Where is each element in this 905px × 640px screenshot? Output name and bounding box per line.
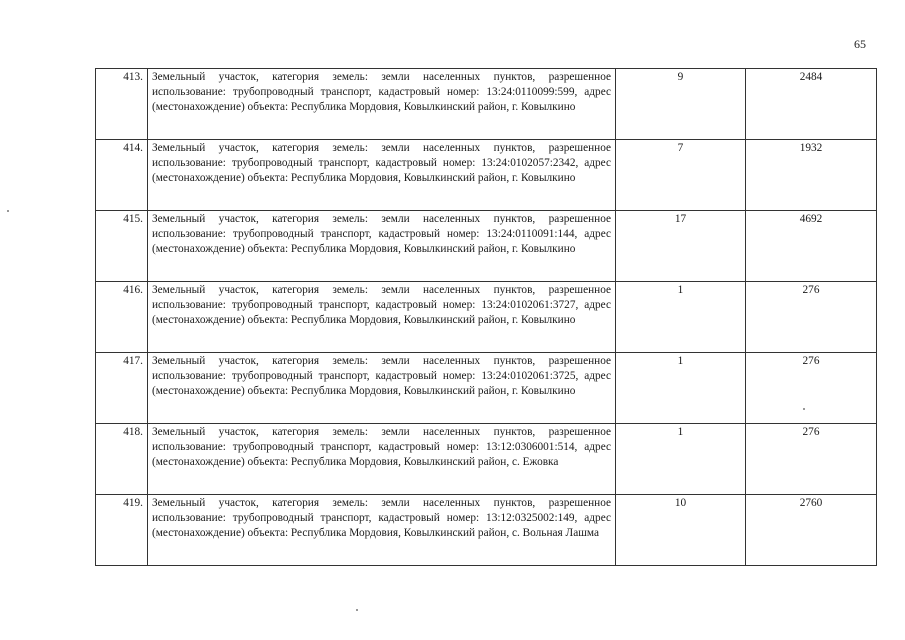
plot-description: Земельный участок, категория земель: земли населенных пунктов, разрешенное использование: трубопроводный транспорт, кадастровый номер: 13:24:0110099:599, адрес (местонахождение) объекта: Республика Мордовия, Ковылкинский район, г. Ковылкино: [148, 69, 616, 140]
plot-description: Земельный участок, категория земель: земли населенных пунктов, разрешенное использование: трубопроводный транспорт, кадастровый номер: 13:24:0102061:3725, адрес (местонахождение) объекта: Республика Мордовия, Ковылкинский район, г. Ковылкино: [148, 353, 616, 424]
table-row: [96, 282, 877, 353]
scan-speck: [803, 408, 805, 410]
row-number: 418.: [96, 424, 148, 495]
plot-description: Земельный участок, категория земель: земли населенных пунктов, разрешенное использование: трубопроводный транспорт, кадастровый номер: 13:12:0325002:149, адрес (местонахождение) объекта: Республика Мордовия, Ковылкинский район, с. Вольная Лашма: [148, 495, 616, 566]
row-number: 419.: [96, 495, 148, 566]
plot-description: Земельный участок, категория земель: земли населенных пунктов, разрешенное использование: трубопроводный транспорт, кадастровый номер: 13:24:0102057:2342, адрес (местонахождение) объекта: Республика Мордовия, Ковылкинский район, г. Ковылкино: [148, 140, 616, 211]
plot-value: 2484: [746, 69, 877, 140]
plot-value: 4692: [746, 211, 877, 282]
scan-speck: [7, 210, 9, 212]
page-number: 65: [854, 37, 866, 51]
plot-quantity: 10: [616, 495, 746, 566]
row-number: 416.: [96, 282, 148, 353]
land-plots-table: [95, 68, 877, 566]
plot-description: Земельный участок, категория земель: земли населенных пунктов, разрешенное использование: трубопроводный транспорт, кадастровый номер: 13:12:0306001:514, адрес (местонахождение) объекта: Республика Мордовия, Ковылкинский район, с. Ежовка: [148, 424, 616, 495]
table-row: [96, 211, 877, 282]
row-number: 415.: [96, 211, 148, 282]
table-row: [96, 353, 877, 424]
plot-value: 276: [746, 424, 877, 495]
plot-value: 276: [746, 282, 877, 353]
plot-quantity: 17: [616, 211, 746, 282]
plot-quantity: 1: [616, 353, 746, 424]
plot-quantity: 1: [616, 282, 746, 353]
row-number: 413.: [96, 69, 148, 140]
plot-quantity: 7: [616, 140, 746, 211]
plot-quantity: 1: [616, 424, 746, 495]
table-row: [96, 495, 877, 566]
table-row: [96, 424, 877, 495]
table-row: [96, 69, 877, 140]
row-number: 414.: [96, 140, 148, 211]
row-number: 417.: [96, 353, 148, 424]
plot-quantity: 9: [616, 69, 746, 140]
plot-value: 276: [746, 353, 877, 424]
plot-value: 1932: [746, 140, 877, 211]
table-row: [96, 140, 877, 211]
scan-speck: [356, 609, 358, 611]
plot-value: 2760: [746, 495, 877, 566]
plot-description: Земельный участок, категория земель: земли населенных пунктов, разрешенное использование: трубопроводный транспорт, кадастровый номер: 13:24:0102061:3727, адрес (местонахождение) объекта: Республика Мордовия, Ковылкинский район, г. Ковылкино: [148, 282, 616, 353]
plot-description: Земельный участок, категория земель: земли населенных пунктов, разрешенное использование: трубопроводный транспорт, кадастровый номер: 13:24:0110091:144, адрес (местонахождение) объекта: Республика Мордовия, Ковылкинский район, г. Ковылкино: [148, 211, 616, 282]
